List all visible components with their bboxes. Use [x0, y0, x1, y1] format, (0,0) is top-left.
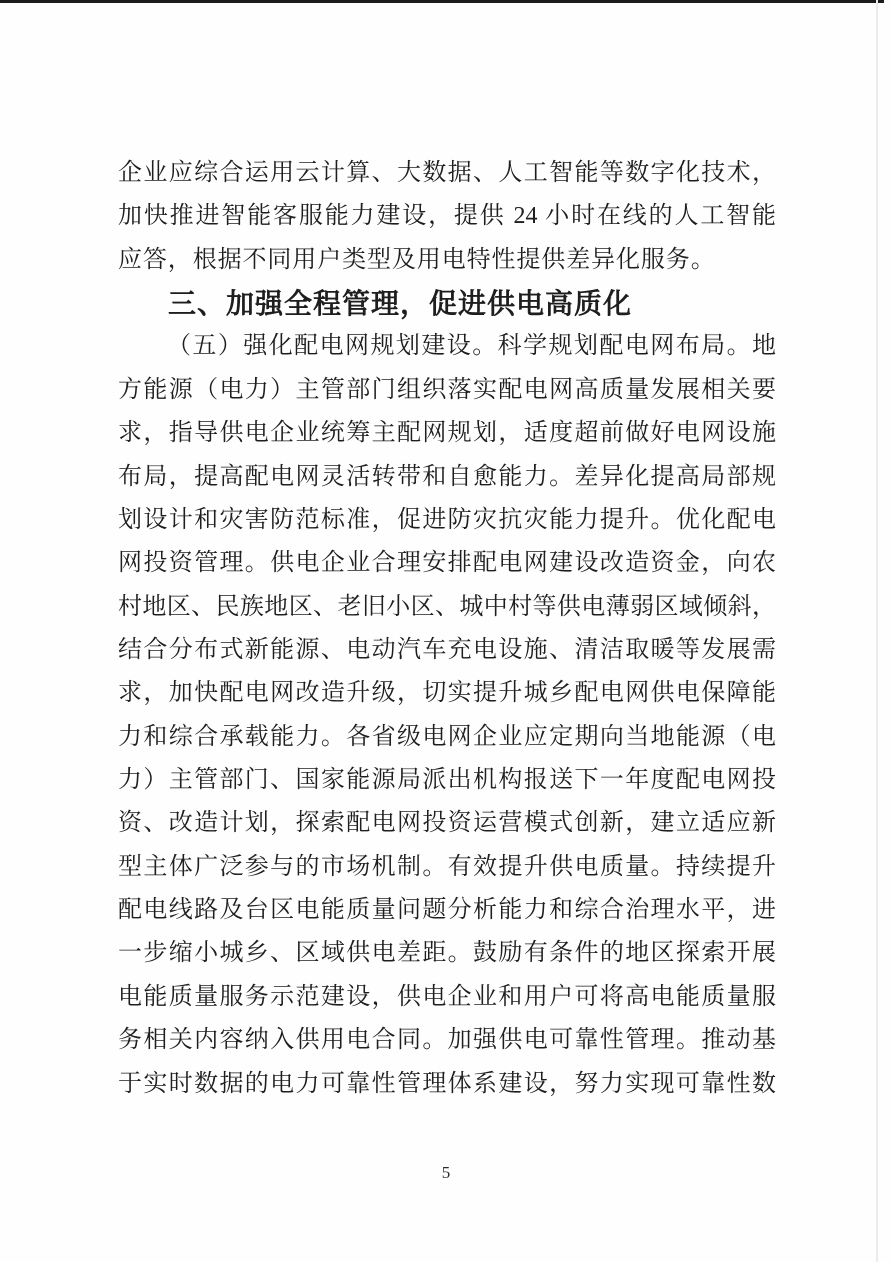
text-line: 力）主管部门、国家能源局派出机构报送下一年度配电网投	[118, 767, 776, 794]
scan-artifact-top-line	[0, 0, 884, 3]
text-line: 应答，根据不同用户类型及用电特性提供差异化服务。	[118, 246, 716, 273]
text-line: 结合分布式新能源、电动汽车充电设施、清洁取暖等发展需	[118, 636, 776, 663]
text-line: 资、改造计划，探索配电网投资运营模式创新，建立适应新	[118, 810, 776, 837]
text-line: 加快推进智能客服能力建设，提供 24 小时在线的人工智能	[118, 203, 776, 230]
text-line: （五）强化配电网规划建设。科学规划配电网布局。地	[167, 333, 776, 360]
document-body	[118, 152, 776, 1106]
text-line: 求，指导供电企业统筹主配网规划，适度超前做好电网设施	[118, 420, 776, 447]
text-line: 电能质量服务示范建设，供电企业和用户可将高电能质量服	[118, 983, 776, 1010]
text-line: 于实时数据的电力可靠性管理体系建设，努力实现可靠性数	[118, 1070, 776, 1097]
section-heading: 三、加强全程管理，促进供电高质化	[168, 288, 633, 320]
scan-artifact-right-line	[876, 0, 878, 1262]
text-line: 配电线路及台区电能质量问题分析能力和综合治理水平，进	[118, 897, 776, 924]
text-line: 力和综合承载能力。各省级电网企业应定期向当地能源（电	[118, 723, 776, 750]
text-line: 村地区、民族地区、老旧小区、城中村等供电薄弱区域倾斜，	[118, 593, 776, 620]
text-line: 务相关内容纳入供用电合同。加强供电可靠性管理。推动基	[118, 1027, 776, 1054]
text-line: 网投资管理。供电企业合理安排配电网建设改造资金，向农	[118, 550, 776, 577]
text-line: 方能源（电力）主管部门组织落实配电网高质量发展相关要	[118, 376, 776, 403]
text-line: 求，加快配电网改造升级，切实提升城乡配电网供电保障能	[118, 680, 776, 707]
text-line: 型主体广泛参与的市场机制。有效提升供电质量。持续提升	[118, 853, 776, 880]
text-line: 划设计和灾害防范标准，促进防灾抗灾能力提升。优化配电	[118, 506, 776, 533]
text-line: 企业应综合运用云计算、大数据、人工智能等数字化技术，	[118, 160, 776, 186]
text-line: 布局，提高配电网灵活转带和自愈能力。差异化提高局部规	[118, 463, 776, 490]
page-number: 5	[441, 1163, 451, 1182]
text-line: 一步缩小城乡、区域供电差距。鼓励有条件的地区探索开展	[118, 940, 776, 967]
